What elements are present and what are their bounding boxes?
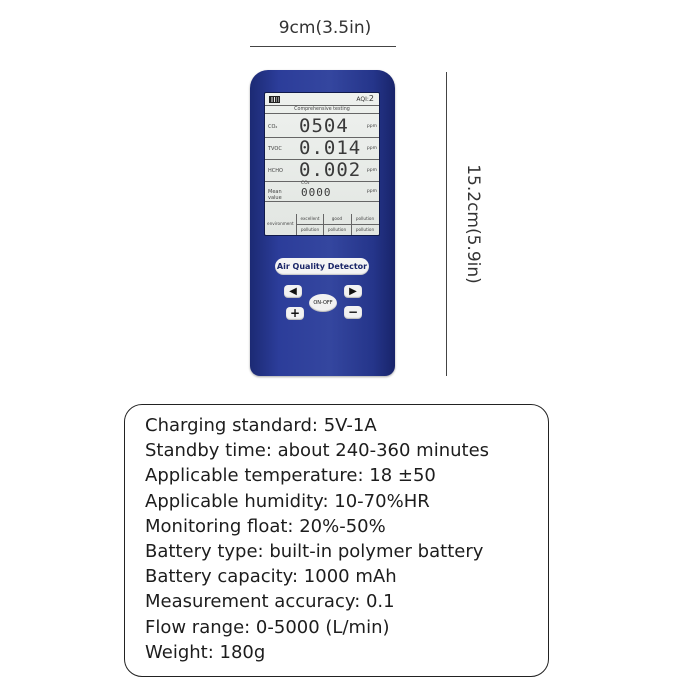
grid-divider	[297, 224, 379, 225]
spec-item: Applicable temperature: 18 ±50	[145, 465, 436, 487]
plus-button[interactable]: +	[286, 307, 304, 320]
lcd-screen	[264, 92, 380, 236]
spec-item: Battery capacity: 1000 mAh	[145, 566, 397, 588]
screen-title: Comprehensive testing	[265, 107, 379, 114]
width-dimension-label: 9cm(3.5in)	[278, 18, 372, 38]
aqi-readout	[356, 94, 374, 103]
environment-label: environment	[267, 221, 294, 226]
grid-cell: good	[331, 216, 343, 221]
specifications-box	[124, 404, 549, 677]
screen-status-bar	[265, 93, 379, 106]
width-dimension-line	[250, 46, 396, 47]
grid-cell: pollution	[327, 227, 347, 232]
reading-label: CO₂	[268, 124, 278, 130]
left-arrow-button[interactable]: ◀	[284, 285, 302, 298]
grid-cell: pollution	[355, 216, 375, 221]
reading-label: HCHO	[268, 168, 283, 174]
reading-row-tvoc	[265, 137, 379, 160]
mean-co2-mini-label: CO₂	[301, 181, 310, 186]
reading-unit: ppm	[366, 168, 377, 173]
reading-unit: ppm	[366, 146, 377, 151]
battery-icon	[269, 96, 280, 103]
reading-label: Mean value	[268, 189, 282, 201]
spec-item: Measurement accuracy: 0.1	[145, 591, 395, 613]
power-button[interactable]: ON-OFF	[309, 294, 337, 312]
minus-button[interactable]: −	[344, 306, 362, 319]
reading-row-mean	[265, 181, 379, 202]
reading-value: 0.002	[299, 159, 362, 181]
right-arrow-button[interactable]: ▶	[344, 285, 362, 298]
height-dimension-line	[446, 72, 447, 376]
reading-row-co2	[265, 115, 379, 138]
brand-badge: Air Quality Detector	[275, 258, 369, 275]
grid-cell: pollution	[355, 227, 375, 232]
specifications-list	[145, 413, 489, 665]
spec-item: Battery type: built-in polymer battery	[145, 541, 484, 563]
air-quality-detector-device	[250, 70, 395, 376]
spec-item: Flow range: 0-5000 (L/min)	[145, 616, 390, 638]
height-dimension-label: 15.2cm(5.9in)	[463, 164, 483, 284]
reading-unit: ppm	[366, 189, 377, 194]
reading-unit: ppm	[366, 124, 377, 129]
environment-grid	[265, 214, 379, 235]
reading-value: 0504	[299, 115, 349, 137]
grid-cell: pollution	[300, 227, 320, 232]
reading-row-hcho	[265, 159, 379, 182]
reading-value: 0000	[301, 186, 332, 199]
reading-label: TVOC	[268, 146, 282, 152]
grid-cell: excellent	[300, 216, 320, 221]
spec-item: Applicable humidity: 10-70%HR	[145, 490, 430, 512]
spec-item: Monitoring float: 20%-50%	[145, 515, 386, 537]
spec-item: Standby time: about 240-360 minutes	[145, 440, 490, 462]
aqi-label: AQI:	[356, 96, 369, 103]
reading-value: 0.014	[299, 137, 362, 159]
spec-item: Weight: 180g	[145, 641, 266, 663]
aqi-value: 2	[368, 94, 374, 103]
spec-item: Charging standard: 5V-1A	[145, 415, 377, 436]
